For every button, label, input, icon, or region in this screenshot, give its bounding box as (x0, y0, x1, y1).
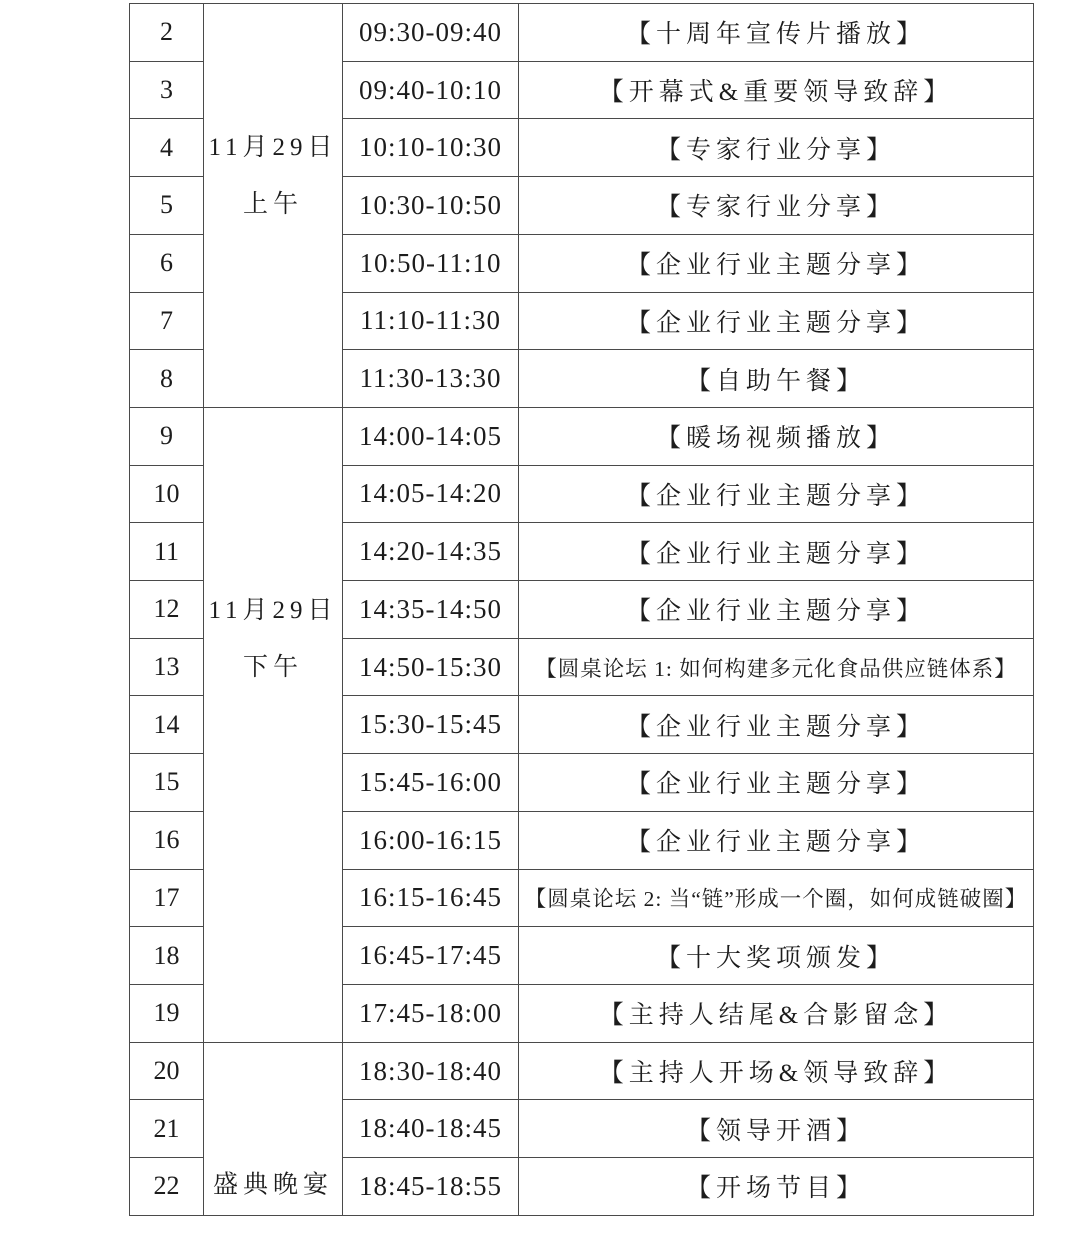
row-number: 4 (130, 119, 204, 177)
event-label: 【企业行业主题分享】 (519, 581, 1034, 639)
event-label: 【主持人开场&领导致辞】 (519, 1042, 1034, 1100)
row-number: 13 (130, 638, 204, 696)
time-range: 14:50-15:30 (343, 638, 519, 696)
date-cell-afternoon (204, 407, 343, 1042)
row-number: 10 (130, 465, 204, 523)
time-range: 11:30-13:30 (343, 350, 519, 408)
time-range: 16:15-16:45 (343, 869, 519, 927)
row-number: 19 (130, 984, 204, 1042)
event-label: 【企业行业主题分享】 (519, 811, 1034, 869)
event-label: 【专家行业分享】 (519, 119, 1034, 177)
date-session-text (204, 1157, 342, 1214)
date-cell-morning (204, 4, 343, 408)
row-number: 6 (130, 234, 204, 292)
time-range: 10:50-11:10 (343, 234, 519, 292)
event-label: 【十周年宣传片播放】 (519, 4, 1034, 62)
time-range: 10:10-10:30 (343, 119, 519, 177)
event-label: 【开幕式&重要领导致辞】 (519, 61, 1034, 119)
time-range: 14:00-14:05 (343, 407, 519, 465)
row-number: 20 (130, 1042, 204, 1100)
event-label: 【自助午餐】 (519, 350, 1034, 408)
time-range: 16:00-16:15 (343, 811, 519, 869)
time-range: 17:45-18:00 (343, 984, 519, 1042)
event-label: 【十大奖项颁发】 (519, 927, 1034, 985)
time-range: 18:30-18:40 (343, 1042, 519, 1100)
date-cell-gala (204, 1042, 343, 1215)
time-range: 09:40-10:10 (343, 61, 519, 119)
row-number: 5 (130, 177, 204, 235)
row-number: 11 (130, 523, 204, 581)
session-line: 盛典晚宴 (212, 1171, 333, 1199)
time-range: 14:35-14:50 (343, 581, 519, 639)
table-row (130, 4, 1034, 62)
row-number: 2 (130, 4, 204, 62)
time-range: 14:20-14:35 (343, 523, 519, 581)
session-line: 下午 (242, 653, 303, 681)
event-label: 【开场节目】 (519, 1158, 1034, 1216)
event-label: 【圆桌论坛 2: 当“链”形成一个圈，如何成链破圈】 (519, 869, 1034, 927)
time-range: 10:30-10:50 (343, 177, 519, 235)
row-number: 12 (130, 581, 204, 639)
row-number: 21 (130, 1100, 204, 1158)
time-range: 18:45-18:55 (343, 1158, 519, 1216)
time-range: 11:10-11:30 (343, 292, 519, 350)
row-number: 17 (130, 869, 204, 927)
event-label: 【企业行业主题分享】 (519, 292, 1034, 350)
date-session-text (204, 119, 342, 233)
time-range: 16:45-17:45 (343, 927, 519, 985)
event-label: 【企业行业主题分享】 (519, 523, 1034, 581)
event-label: 【暖场视频播放】 (519, 407, 1034, 465)
time-range: 14:05-14:20 (343, 465, 519, 523)
schedule-table (129, 3, 1034, 1216)
session-line: 上午 (242, 191, 303, 219)
event-label: 【企业行业主题分享】 (519, 234, 1034, 292)
event-label: 【企业行业主题分享】 (519, 696, 1034, 754)
row-number: 18 (130, 927, 204, 985)
time-range: 09:30-09:40 (343, 4, 519, 62)
event-label: 【专家行业分享】 (519, 177, 1034, 235)
event-label: 【企业行业主题分享】 (519, 754, 1034, 812)
row-number: 15 (130, 754, 204, 812)
row-number: 22 (130, 1158, 204, 1216)
table-row (130, 1042, 1034, 1100)
row-number: 3 (130, 61, 204, 119)
row-number: 9 (130, 407, 204, 465)
event-label: 【领导开酒】 (519, 1100, 1034, 1158)
date-line: 11月29日 (208, 134, 338, 162)
time-range: 15:45-16:00 (343, 754, 519, 812)
time-range: 15:30-15:45 (343, 696, 519, 754)
row-number: 7 (130, 292, 204, 350)
table-row (130, 407, 1034, 465)
event-label: 【主持人结尾&合影留念】 (519, 984, 1034, 1042)
row-number: 14 (130, 696, 204, 754)
date-session-text (204, 582, 342, 696)
date-line: 11月29日 (208, 596, 338, 624)
event-label: 【企业行业主题分享】 (519, 465, 1034, 523)
time-range: 18:40-18:45 (343, 1100, 519, 1158)
row-number: 16 (130, 811, 204, 869)
row-number: 8 (130, 350, 204, 408)
event-label: 【圆桌论坛 1: 如何构建多元化食品供应链体系】 (519, 638, 1034, 696)
